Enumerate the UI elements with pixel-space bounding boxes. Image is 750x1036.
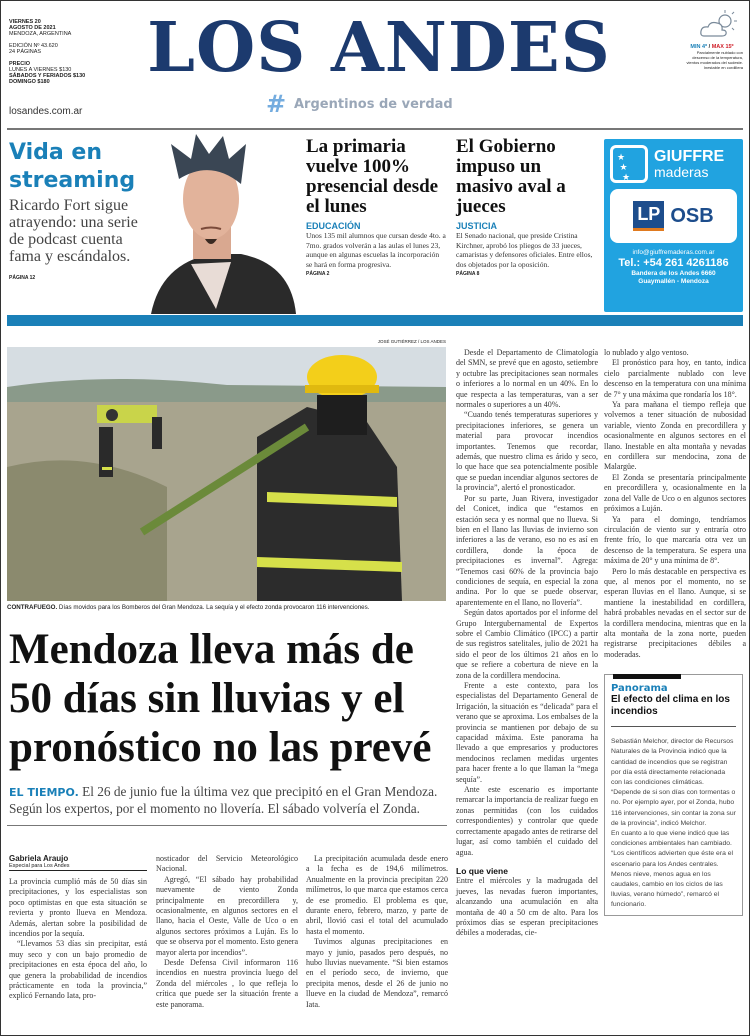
weather-min: MIN 4º [690,44,708,50]
ad-brand-sub: maderas [654,164,709,180]
column-1 [9,854,147,1002]
section-bar [7,315,743,326]
ad-osb: OSB [670,204,714,227]
column-3 [306,854,448,1010]
panorama-box [604,674,743,915]
person-photo-icon [131,134,301,314]
story-body: Unos 135 mil alumnos que cursan desde 4to. a 7mo. grados volverán a las aulas el lunes 23, aunque en algunas escuelas la incorporación se hará en forma progresiva. [306,231,446,269]
main-photo [7,347,446,601]
story-streaming[interactable] [9,139,151,281]
main-headline[interactable]: Mendoza lleva más de 50 días sin lluvias y el pronóstico no las prevé [9,626,432,771]
paragraph: Tuvimos algunas precipitaciones en mayo y junio, pasados pero después, no hubo lluvias nuevamente. “Si bien estamos en el período seco, de invierno, que precipita menos, desde el 26 de junio no llueve en la ciudad de Mendoza”, remarcó Iata. [306,937,448,1009]
ad-brand: GIUFFRE [654,148,725,165]
site-url[interactable]: losandes.com.ar [9,106,83,117]
panorama-kicker: Panorama [611,683,668,695]
ad-address1: Bandera de los Andes 6660 [631,270,716,277]
giuffre-ad[interactable] [604,139,743,312]
story-title: La primaria vuelve 100% presencial desde el lunes [306,136,439,217]
paragraph: En cuanto a lo que viene indicó que las condiciones ambientales han cambiado. “Los científicos advierten que éste era el escenario para los Andes centrales. Menos nieve, menos agua en los caudales, cambio en los ciclos de las lluvias, verano húmedo”, remarcó el funcionario. [611,830,734,909]
paragraph: La precipitación acumulada desde enero a la fecha es de 194,6 milímetros. Anualmente en la provincia precipitan 220 milímetros, lo que marca que estamos cerca de ese promedio. El problema es que, durante enero, febrero, marzo, y parte de abril, llovió casi el total del acumulado hasta el momento. [306,854,448,936]
photo-credit: JOSÉ GUTIÉRREZ / LOS ANDES [377,339,446,344]
paragraph: Ante este escenario es importante remarcar la importancia de realizar fuego en zonas permitidas (con los cuidados correspondientes) y controlar que quede correctamente apagado antes de retirarse del lugar, así como también el cuidado del agua. [456,785,598,857]
weather-max: MAX 15º [711,44,734,50]
deck-kicker: EL TIEMPO. [9,786,79,799]
ad-email: info@giuffremaderas.com.ar [632,249,715,256]
paragraph: La provincia cumplió más de 50 días sin precipitaciones, y los especialistas son poco optimistas en que esta situación se revierta y pronto llueva en Mendoza. Además, alertan sobre la posibilidad de incendios por la sequía. [9,877,147,939]
author-role: Especial para Los Andes [9,863,147,871]
ad-lp-logo: LP [633,201,664,231]
date-day: VIERNES 20 [9,19,41,25]
masthead-rule [7,128,743,130]
subhead: Lo que viene [456,865,508,876]
panorama-title: El efecto del clima en los incendios [611,694,736,727]
photo-caption [7,604,447,612]
page-ref: PÁGINA 8 [456,271,480,277]
pages: 24 PÁGINAS [9,49,42,55]
tagline-text: Argentinos de verdad [294,96,453,112]
paragraph: lo nublado y algo ventoso. [604,348,689,357]
paragraph: nosticador del Servicio Meteorológico Nacional. [156,854,298,874]
partly-cloudy-icon [698,9,738,39]
story-body: El Senado nacional, que preside Cristina Kirchner, aprobó los pliegos de 33 jueces, camaristas y defensores oficiales. Entre ellos, dos objetados por la oposición. [456,231,593,269]
column-4 [456,348,598,939]
caption-kicker: CONTRAFUEGO. [7,604,58,611]
date-month: AGOSTO DE 2021 [9,25,56,31]
page-ref: PÁGINA 12 [9,275,36,281]
price-sunday: DOMINGO $180 [9,79,50,85]
firefighter-photo-icon [7,347,446,601]
ad-address2: Guaymallén - Mendoza [638,278,709,285]
column-5 [604,348,746,916]
story-gobierno[interactable] [456,137,598,277]
column-text [9,877,147,1002]
tagline [266,90,453,118]
paragraph: “Llevamos 53 días sin precipitar, está muy seco y con un bajo promedio de precipitaciones en esta época del año, lo que genera la probabilidad de incendios prácticamente en toda la provincia,” explicó Fernando Iata, pro- [9,939,147,1001]
panorama-bar [613,674,681,679]
paragraph: Desde el Departamento de Climatología del SMN, se prevé que en agosto, setiembre y octubre las precipitaciones sean normales o inferiores a lo normal en un 40%. En lo que respecta a las temperaturas, van a ser normales o superiores a un 40%. [456,348,598,410]
portrait-photo [131,134,301,314]
story-kicker: JUSTICIA [456,221,498,231]
paragraph: El Zonda se presentaría principalmente en precordillera y, ocasionalmente en la zona del Valle de Uco o en algunos sectores próximos a Luján. [604,472,746,514]
story-primaria[interactable] [306,137,446,277]
paragraph: El pronóstico para hoy, en tanto, indica cielo parcialmente nublado con leve descenso en la temperatura con una mínima de 7° y una máxima que rondaría los 18°. [604,358,746,399]
hashtag-icon: # [266,90,287,118]
price-title: PRECIO [9,61,31,67]
page-ref: PÁGINA 2 [306,271,330,277]
paragraph: Desde Defensa Civil informaron 116 incendios en nuestra provincia luego del Zonda del miércoles , lo que refleja lo crítica que puede ser la situación frente a este panorama. [156,958,298,1009]
weather-box: MIN 4º / MAX 15º Parcialmente nublado con descenso de la temperatura, vientos moderados del sudeste. Inestable en cordillera [681,9,743,70]
weather-desc: Parcialmente nublado con descenso de la temperatura, vientos moderados del sudeste. Inestable en cordillera [686,50,743,70]
story-kicker: EDUCACIÓN [306,221,361,231]
caption-text: Días movidos para los Bomberos del Gran Mendoza. La sequía y el efecto zonda provocaron 116 intervenciones. [58,604,370,611]
deck-text: El 26 de junio fue la última vez que precipitó en el Gran Mendoza. Según los expertos, por el momento no llovería. El sábado volvería el Zonda. [9,784,438,816]
main-deck [9,784,449,817]
paragraph: Ya para el domingo, tendríamos circulación de viento sur y entraría otro frente frío, lo que marcaría otra vez un descenso de la temperatura. Se espera una máxima de 20° y una mínima de 8°. [604,514,746,566]
price-saturday: SÁBADOS Y FERIADOS $130 [9,73,86,79]
paragraph: Frente a este contexto, para los especialistas del Departamento General de Irrigación, la situación es “delicada” para el verano que se aproxima. Los embalses de la provincia se mantienen por debajo de su capacidad máxima. Este panorama ha llevado a que empresarios y productores mendocinos reclamen medidas urgentes para hacer frente a lo que llaman la “mega sequía”. [456,681,598,784]
story-title: El Gobierno impuso un masivo aval a jueces [456,136,566,217]
edition: EDICIÓN Nº 43.620 [9,43,58,49]
paragraph: Entre el miércoles y la madrugada del jueves, las nevadas fueron importantes, alcanzando una acumulación en alta montaña de 40 a 50 cm de alto. Para los próximos días se esperan precipitaciones débiles a moderadas, cie- [456,876,598,938]
column-2 [156,854,298,1010]
paragraph: Ya para mañana el tiempo refleja que volvemos a tener situación de nubosidad variable, viento Zonda en precordillera y ocasionalmente en algunos sectores en el llano. Inestable en alta montaña y nevadas en cordillera sur mendocina, zona de Malargüe. [604,400,746,472]
paragraph: Sebastián Melchor, director de Recursos Naturales de la Provincia indicó que la cantidad de incendios que se registran por día está directamente relacionada con las condiciones climáticas. [611,738,734,786]
logo: LOS ANDES [147,8,611,88]
paragraph: “Cuando tenés temperaturas superiores y precipitaciones inferiores, se genera un material para provocar incendios importantes. Tenemos que recordar, además, que nuestro clima es árido y seco, lo que hace que sea potencialmente posible que se puedan incendiar algunos sectores de la provincia”, alertó el pronosticador. [456,410,598,493]
paragraph: “Depende de si son días con tormentas o no. Por ejemplo ayer, por el Zonda, hubo 116 intervenciones, sin contar la zona sur de la provincia”, indicó Melchor. [611,789,736,827]
story-dek: Ricardo Fort sigue atrayendo: una serie de podcast cuenta fama y escándalos. [9,197,138,265]
ad-phone: Tel.: +54 261 4261186 [618,257,729,269]
stars-logo-icon: ★ ★ ★ [610,145,648,183]
author-name: Gabriela Araujo [9,854,69,863]
date-block [9,19,85,85]
location: MENDOZA, ARGENTINA [9,31,72,37]
paragraph: Por su parte, Juan Rivera, investigador del Conicet, indica que “estamos en estación seca y es normal que no llueva. Si bien en el llano las lluvias de invierno son inferiores a las de verano, eso no es así en cordillera, donde la época de precipitaciones es invernal”. Agrega: “Tenemos casi 60% de la provincia bajo condiciones de sequía, en especial la zona andina. Por lo que se puede observar, aparentemente en el llano, no llovería”. [456,493,598,607]
paragraph: Agregó, “El sábado hay probabilidad nuevamente de viento Zonda principalmente en precordillera y, ocasionalmente, en algunos sectores en el llano, hacia el Oeste, Valle de Uco o en algunos sectores próximos a Luján. Es lo que se observa por el momento. Esto genera mayor alerta por incendios”. [156,874,298,957]
price-weekday: LUNES A VIERNES $130 [9,67,72,73]
paragraph: Pero lo más destacable en perspectiva es que, al menos por el momento, no se esperan lluvias en el llano. Aunque, si se mantiene la inestabilidad en cordillera, habrá probables nevadas en el sector sur de la cordillera mendocina, mientras que en la alta montaña de la zona norte, pueden registrarse precipitaciones débiles a moderadas. [604,566,746,659]
deck-rule [7,825,447,826]
paragraph: Según datos aportados por el informe del Grupo Intergubernamental de Expertos sobre el Cambio Climático (IPCC) a partir de sus registros satelitales, julio de 2021 ha sido el peor de los últimos 21 años en lo que se refiere a cobertura de nieve en la zona de la cordillera mendocina. [456,608,598,680]
story-title: Vida en streaming [9,140,136,193]
